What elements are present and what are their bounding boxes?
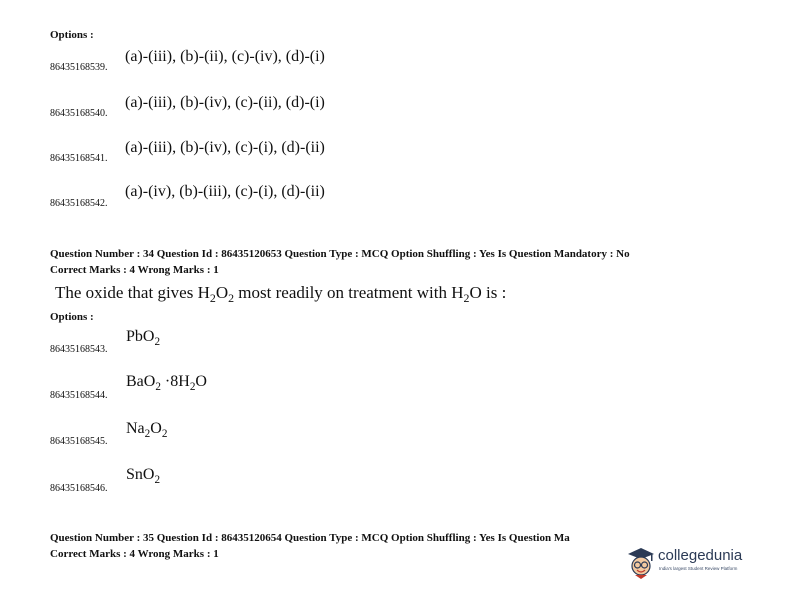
option-id: 86435168541. — [50, 153, 108, 164]
question-text: The oxide that gives $H_2O_2$ most readily on treatment with $H_2O$ is : — [55, 283, 507, 306]
option-text: (a)-(iv), (b)-(iii), (c)-(i), (d)-(ii) — [125, 183, 325, 200]
option-id: 86435168542. — [50, 198, 108, 209]
options-label: Options : — [50, 311, 94, 323]
option-id: 86435168540. — [50, 108, 108, 119]
option-text: (a)-(iii), (b)-(ii), (c)-(iv), (d)-(i) — [125, 48, 325, 65]
option-text: $BaO_2 \cdot 8H_2O$ — [126, 373, 207, 393]
option-text: $Na_2O_2$ — [126, 420, 168, 440]
question-marks: Correct Marks : 4 Wrong Marks : 1 — [50, 264, 219, 276]
option-id: 86435168539. — [50, 62, 108, 73]
question-meta: Question Number : 35 Question Id : 86435120654 Question Type : MCQ Option Shuffling : Yes Is Question Ma — [50, 532, 570, 544]
question-marks: Correct Marks : 4 Wrong Marks : 1 — [50, 548, 219, 560]
option-text: PbO$_2$ — [126, 328, 161, 348]
question-meta: Question Number : 34 Question Id : 86435120653 Question Type : MCQ Option Shuffling : Yes Is Question Mandatory : No — [50, 248, 630, 260]
option-id: 86435168546. — [50, 483, 108, 494]
option-text: (a)-(iii), (b)-(iv), (c)-(i), (d)-(ii) — [125, 139, 325, 156]
option-text: (a)-(iii), (b)-(iv), (c)-(ii), (d)-(i) — [125, 94, 325, 111]
logo-brand: collegedunia — [658, 547, 743, 564]
options-label: Options : — [50, 29, 94, 41]
graduate-mascot-icon — [626, 545, 656, 581]
option-text: SnO$_2$ — [126, 466, 161, 486]
collegedunia-logo — [626, 545, 776, 581]
logo-tagline: India's largest Student Review Platform — [659, 566, 738, 571]
option-id: 86435168543. — [50, 344, 108, 355]
option-id: 86435168544. — [50, 390, 108, 401]
option-id: 86435168545. — [50, 436, 108, 447]
